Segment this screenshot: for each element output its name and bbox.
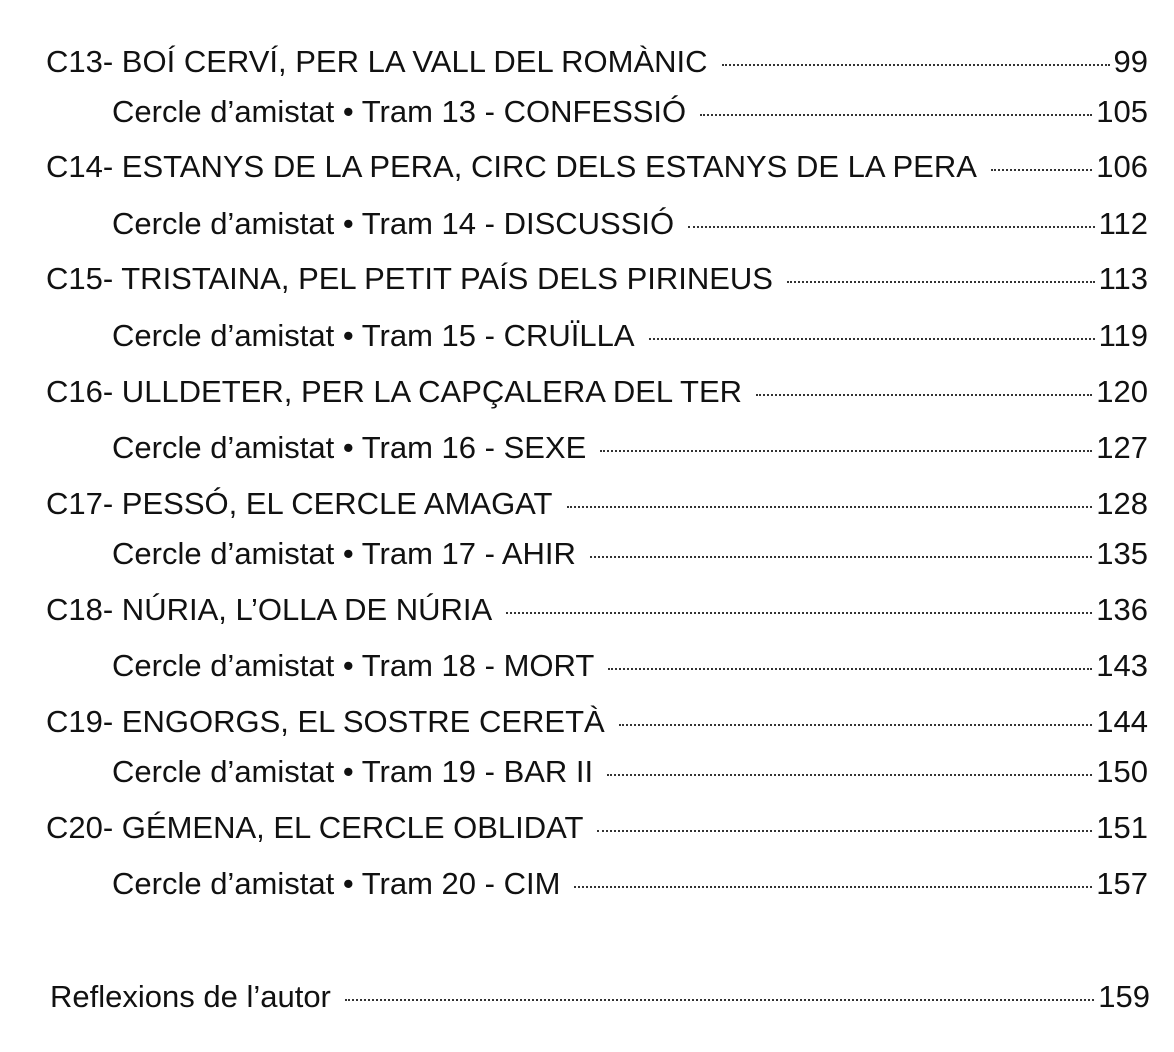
entry-title: Cercle d’amistat • Tram 19 - BAR II (112, 754, 594, 789)
toc-entry-tram-15 (112, 316, 1148, 356)
dot-leader (567, 506, 1093, 508)
entry-page-number: 119 (1098, 318, 1148, 353)
entry-title: Cercle d’amistat • Tram 17 - AHIR (112, 536, 576, 571)
toc-entry-c19 (46, 702, 1148, 742)
toc-entry-tram-19 (112, 752, 1148, 792)
entry-page-number: 127 (1096, 430, 1148, 465)
entry-title: C17- PESSÓ, EL CERCLE AMAGAT (46, 486, 553, 521)
dot-leader (590, 556, 1092, 558)
toc-entry-reflexions (50, 977, 1150, 1017)
entry-title: C15- TRISTAINA, PEL PETIT PAÍS DELS PIRINEUS (46, 261, 773, 296)
entry-page-number: 151 (1096, 810, 1148, 845)
entry-page-number: 99 (1113, 44, 1148, 79)
toc-entry-tram-14 (112, 204, 1148, 244)
dot-leader (600, 450, 1092, 452)
entry-page-number: 157 (1096, 866, 1148, 901)
entry-title: Cercle d’amistat • Tram 15 - CRUÏLLA (112, 318, 635, 353)
toc-entry-tram-16 (112, 428, 1148, 468)
entry-page-number: 159 (1098, 979, 1150, 1014)
toc-entry-c16 (46, 372, 1148, 412)
entry-title: C19- ENGORGS, EL SOSTRE CERETÀ (46, 704, 605, 739)
dot-leader (345, 999, 1094, 1001)
dot-leader (756, 394, 1092, 396)
dot-leader (608, 668, 1092, 670)
entry-page-number: 135 (1096, 536, 1148, 571)
toc-entry-c14 (46, 147, 1148, 187)
entry-title: Cercle d’amistat • Tram 16 - SEXE (112, 430, 587, 465)
entry-title: C18- NÚRIA, L’OLLA DE NÚRIA (46, 592, 493, 627)
entry-page-number: 128 (1096, 486, 1148, 521)
dot-leader (649, 338, 1095, 340)
entry-title: Reflexions de l’autor (50, 979, 331, 1014)
entry-title: C13- BOÍ CERVÍ, PER LA VALL DEL ROMÀNIC (46, 44, 708, 79)
entry-page-number: 105 (1096, 94, 1148, 129)
entry-title: Cercle d’amistat • Tram 13 - CONFESSIÓ (112, 94, 687, 129)
dot-leader (700, 114, 1092, 116)
toc-entry-c13 (46, 42, 1148, 82)
toc-entry-c20 (46, 808, 1148, 848)
dot-leader (597, 830, 1092, 832)
entry-page-number: 112 (1098, 206, 1148, 241)
dot-leader (722, 64, 1110, 66)
dot-leader (607, 774, 1092, 776)
entry-page-number: 113 (1098, 261, 1148, 296)
dot-leader (991, 169, 1092, 171)
dot-leader (688, 226, 1094, 228)
entry-page-number: 143 (1096, 648, 1148, 683)
entry-page-number: 144 (1096, 704, 1148, 739)
entry-title: C16- ULLDETER, PER LA CAPÇALERA DEL TER (46, 374, 743, 409)
entry-title: Cercle d’amistat • Tram 20 - CIM (112, 866, 561, 901)
toc-entry-tram-13 (112, 92, 1148, 132)
entry-page-number: 106 (1096, 149, 1148, 184)
entry-title: C20- GÉMENA, EL CERCLE OBLIDAT (46, 810, 584, 845)
entry-page-number: 150 (1096, 754, 1148, 789)
dot-leader (574, 886, 1092, 888)
entry-title: Cercle d’amistat • Tram 18 - MORT (112, 648, 595, 683)
entry-page-number: 136 (1096, 592, 1148, 627)
toc-entry-c15 (46, 259, 1148, 299)
toc-entry-c18 (46, 590, 1148, 630)
dot-leader (787, 281, 1095, 283)
dot-leader (619, 724, 1093, 726)
entry-page-number: 120 (1096, 374, 1148, 409)
toc-entry-tram-17 (112, 534, 1148, 574)
dot-leader (506, 612, 1092, 614)
entry-title: C14- ESTANYS DE LA PERA, CIRC DELS ESTANYS DE LA PERA (46, 149, 977, 184)
entry-title: Cercle d’amistat • Tram 14 - DISCUSSIÓ (112, 206, 675, 241)
toc-entry-tram-20 (112, 864, 1148, 904)
toc-entry-c17 (46, 484, 1148, 524)
toc-entry-tram-18 (112, 646, 1148, 686)
